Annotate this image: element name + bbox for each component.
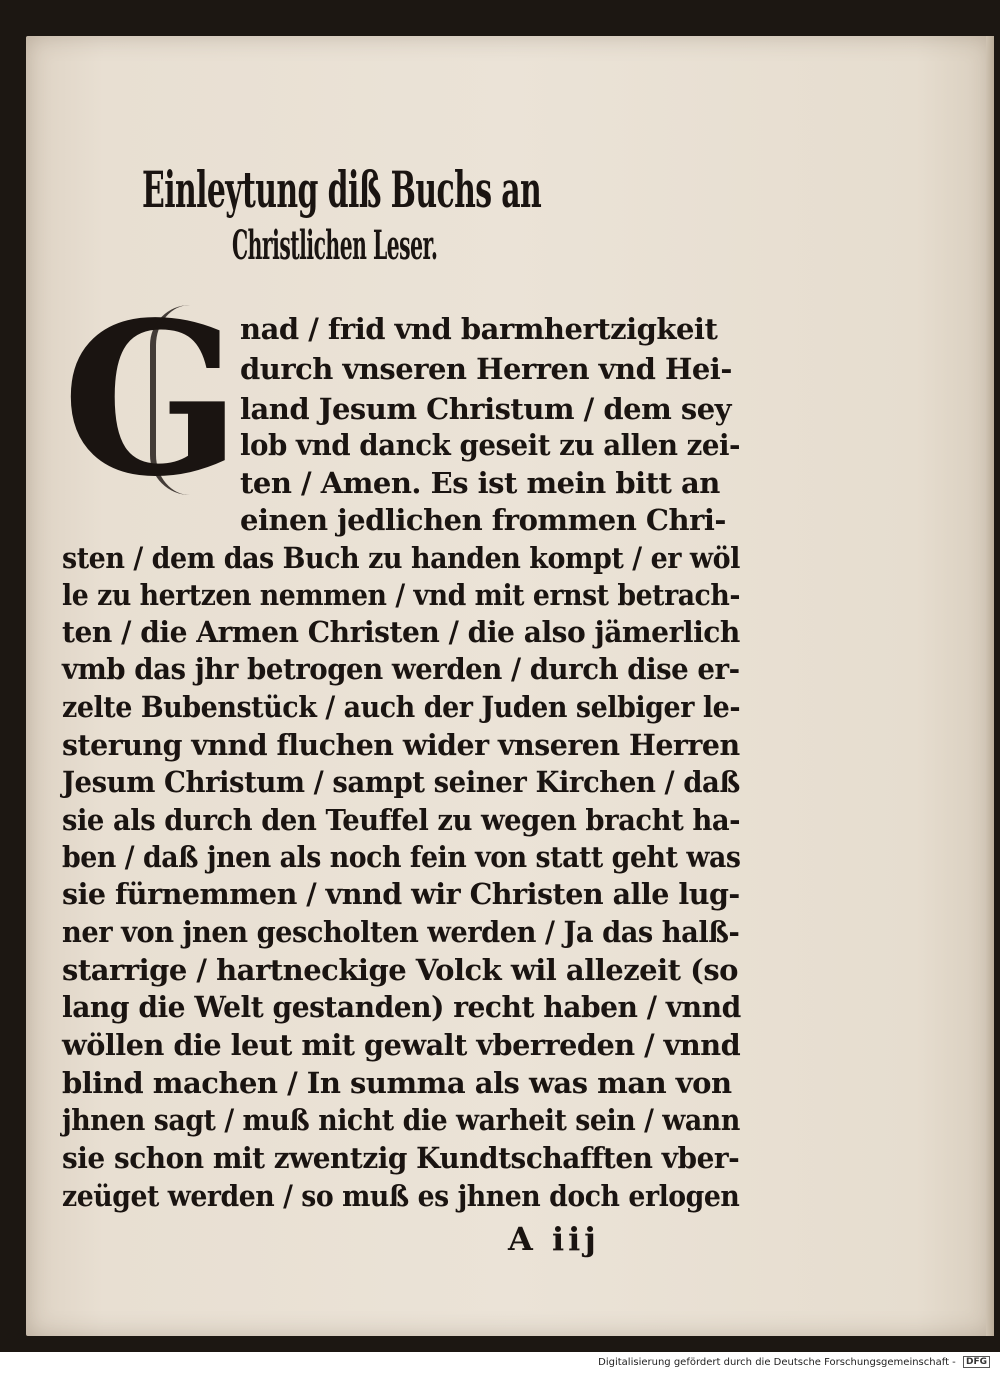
text-line: ner von jnen gescholten werden / Ja das halß- (62, 915, 740, 949)
text-line: le zu hertzen nemmen / vnd mit ernst betrach- (62, 578, 741, 612)
heading-line-2: Christlichen Leser. (232, 222, 438, 269)
initial-flourish-ornament (150, 305, 216, 495)
dfg-logo: DFG (963, 1356, 990, 1368)
text-line: sten / dem das Buch zu handen kompt / er wöl (62, 541, 740, 575)
heading-line-1: Einleytung diß Buchs an (142, 160, 542, 219)
text-line: zeüget werden / so muß es jhnen doch erlogen (62, 1179, 740, 1213)
text-line: ten / die Armen Christen / die also jämerlich (62, 615, 740, 649)
text-line: ben / daß jnen als noch fein von statt geht was (62, 840, 741, 874)
text-line: ten / Amen. Es ist mein bitt an (240, 466, 720, 500)
text-line: jhnen sagt / muß nicht die warheit sein / wann (62, 1103, 740, 1137)
text-line: nad / frid vnd barmhertzigkeit (240, 312, 718, 346)
text-line: durch vnseren Herren vnd Hei- (240, 352, 732, 386)
text-line: starrige / hartneckige Volck wil allezeit (so (62, 953, 739, 987)
text-line: vmb das jhr betrogen werden / durch dise er- (62, 652, 740, 686)
text-line: wöllen die leut mit gewalt vberreden / vnnd (62, 1028, 741, 1062)
text-line: Jesum Christum / sampt seiner Kirchen / daß (62, 765, 740, 799)
text-line: land Jesum Christum / dem sey (240, 392, 732, 426)
decorated-initial: G (62, 276, 242, 523)
text-line: lob vnd danck geseit zu allen zei- (240, 428, 741, 462)
text-line: sie schon mit zwentzig Kundtschafften vber- (62, 1141, 740, 1175)
signature-mark: A iij (508, 1220, 600, 1258)
text-line: sie fürnemmen / vnnd wir Christen alle lug- (62, 877, 740, 911)
text-line: sterung vnnd fluchen wider vnseren Herren (62, 728, 740, 762)
credit-text: Digitalisierung gefördert durch die Deutsche Forschungsgemeinschaft - (598, 1357, 956, 1368)
page-edge (986, 36, 994, 1336)
text-line: lang die Welt gestanden) recht haben / vnnd (62, 990, 741, 1024)
text-line: zelte Bubenstück / auch der Juden selbiger le- (62, 690, 741, 724)
digitization-credit (598, 1356, 990, 1368)
text-line: sie als durch den Teuffel zu wegen bracht ha- (62, 803, 741, 837)
text-line: einen jedlichen frommen Chri- (240, 503, 726, 537)
text-line: blind machen / In summa als was man von (62, 1066, 732, 1100)
